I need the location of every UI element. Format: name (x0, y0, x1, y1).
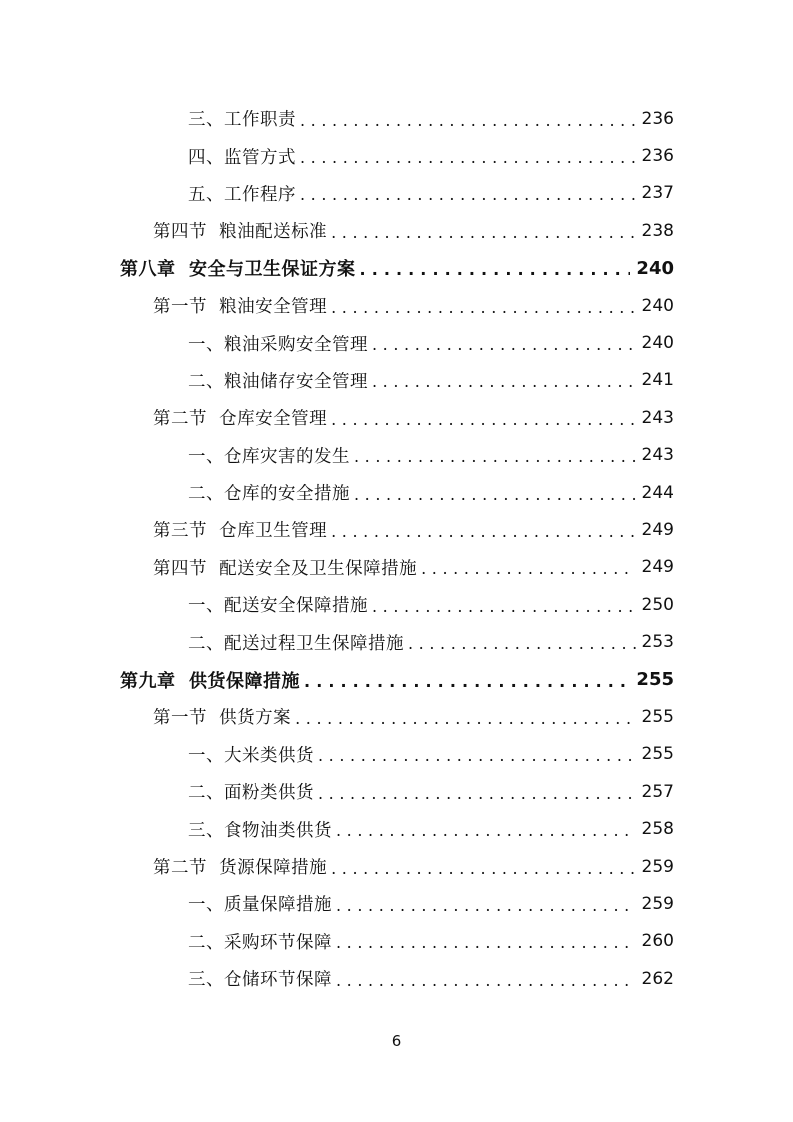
toc-section-row[interactable] (0, 287, 793, 324)
toc-subsection-row[interactable] (0, 474, 793, 511)
toc-subsection-row[interactable] (0, 923, 793, 960)
dot-leader (300, 150, 636, 166)
toc-entry-page: 257 (641, 781, 674, 802)
toc-entry-page: 259 (641, 893, 674, 914)
toc-subsection-row[interactable] (0, 810, 793, 847)
toc-subsection-row[interactable] (0, 175, 793, 212)
toc-entry-page: 243 (641, 445, 674, 466)
toc-subsection-row[interactable] (0, 324, 793, 361)
dot-leader (372, 337, 636, 353)
toc-entry-page: 241 (641, 370, 674, 391)
toc-section-row[interactable] (0, 212, 793, 249)
toc-entry-title: 第三节 仓库卫生管理 (153, 521, 328, 542)
dot-leader (372, 374, 636, 390)
dot-leader (336, 935, 636, 951)
dot-leader (408, 636, 636, 652)
toc-entry-title: 五、工作程序 (188, 184, 296, 205)
dot-leader (331, 524, 635, 540)
toc-entry-page: 237 (641, 183, 674, 204)
toc-section-row[interactable] (0, 549, 793, 586)
dot-leader (318, 786, 636, 802)
toc-entry-title: 三、工作职责 (188, 110, 296, 131)
toc-entry-page: 240 (641, 295, 674, 316)
toc-subsection-row[interactable] (0, 100, 793, 137)
dot-leader (421, 561, 635, 577)
toc-entry-title: 第一节 供货方案 (153, 708, 292, 729)
toc-entry-title: 第四节 粮油配送标准 (153, 222, 328, 243)
dot-leader (336, 823, 636, 839)
dot-leader (372, 599, 636, 615)
toc-entry-page: 236 (641, 146, 674, 167)
toc-entry-page: 249 (641, 557, 674, 578)
toc-entry-page: 240 (641, 333, 674, 354)
dot-leader (336, 898, 636, 914)
table-of-contents (0, 100, 793, 997)
dot-leader (331, 225, 635, 241)
toc-entry-title: 一、仓库灾害的发生 (188, 446, 350, 467)
toc-entry-title: 一、大米类供货 (188, 745, 314, 766)
toc-entry-page: 249 (641, 519, 674, 540)
dot-leader (304, 674, 630, 690)
toc-entry-title: 第八章 安全与卫生保证方案 (120, 259, 356, 281)
toc-subsection-row[interactable] (0, 773, 793, 810)
toc-entry-page: 258 (641, 819, 674, 840)
dot-leader (331, 300, 635, 316)
dot-leader (300, 187, 636, 203)
dot-leader (300, 113, 636, 129)
toc-subsection-row[interactable] (0, 623, 793, 660)
toc-entry-title: 二、采购环节保障 (188, 932, 332, 953)
dot-leader (354, 487, 636, 503)
dot-leader (331, 861, 635, 877)
dot-leader (360, 262, 631, 278)
dot-leader (336, 973, 636, 989)
toc-entry-title: 一、配送安全保障措施 (188, 596, 368, 617)
toc-subsection-row[interactable] (0, 885, 793, 922)
toc-section-row[interactable] (0, 399, 793, 436)
toc-entry-title: 第九章 供货保障措施 (120, 670, 301, 692)
toc-entry-title: 一、粮油采购安全管理 (188, 334, 368, 355)
toc-entry-page: 236 (641, 108, 674, 129)
toc-entry-title: 第二节 货源保障措施 (153, 858, 328, 878)
toc-entry-page: 255 (641, 744, 674, 765)
toc-chapter-row[interactable] (0, 250, 793, 287)
toc-entry-page: 238 (641, 220, 674, 241)
toc-entry-title: 一、质量保障措施 (188, 895, 332, 916)
toc-entry-page: 253 (641, 632, 674, 653)
toc-entry-page: 259 (641, 856, 674, 877)
toc-chapter-row[interactable] (0, 661, 793, 698)
toc-section-row[interactable] (0, 698, 793, 735)
toc-entry-page: 243 (641, 407, 674, 428)
toc-subsection-row[interactable] (0, 437, 793, 474)
page-number: 6 (391, 1032, 402, 1050)
toc-entry-title: 四、监管方式 (188, 147, 296, 168)
toc-entry-title: 三、仓储环节保障 (188, 970, 332, 991)
dot-leader (318, 748, 636, 764)
toc-entry-title: 第一节 粮油安全管理 (153, 297, 328, 318)
toc-subsection-row[interactable] (0, 586, 793, 623)
toc-entry-page: 250 (641, 594, 674, 615)
toc-entry-title: 第四节 配送安全及卫生保障措施 (153, 558, 418, 579)
toc-entry-title: 二、配送过程卫生保障措施 (188, 633, 404, 654)
toc-entry-page: 244 (641, 482, 674, 503)
toc-entry-title: 第二节 仓库安全管理 (153, 409, 328, 430)
toc-entry-page: 262 (641, 968, 674, 989)
toc-subsection-row[interactable] (0, 137, 793, 174)
toc-entry-page: 255 (641, 706, 674, 727)
toc-entry-title: 二、仓库的安全措施 (188, 484, 350, 505)
toc-entry-page: 240 (636, 257, 674, 279)
dot-leader (331, 412, 635, 428)
dot-leader (295, 711, 635, 727)
toc-section-row[interactable] (0, 511, 793, 548)
toc-entry-title: 二、粮油储存安全管理 (188, 371, 368, 392)
toc-subsection-row[interactable] (0, 362, 793, 399)
toc-entry-page: 260 (641, 931, 674, 952)
toc-entry-title: 二、面粉类供货 (188, 783, 314, 804)
toc-subsection-row[interactable] (0, 960, 793, 997)
toc-subsection-row[interactable] (0, 736, 793, 773)
toc-section-row[interactable] (0, 848, 793, 885)
toc-entry-title: 三、食物油类供货 (188, 820, 332, 841)
dot-leader (354, 449, 636, 465)
toc-entry-page: 255 (636, 669, 674, 691)
